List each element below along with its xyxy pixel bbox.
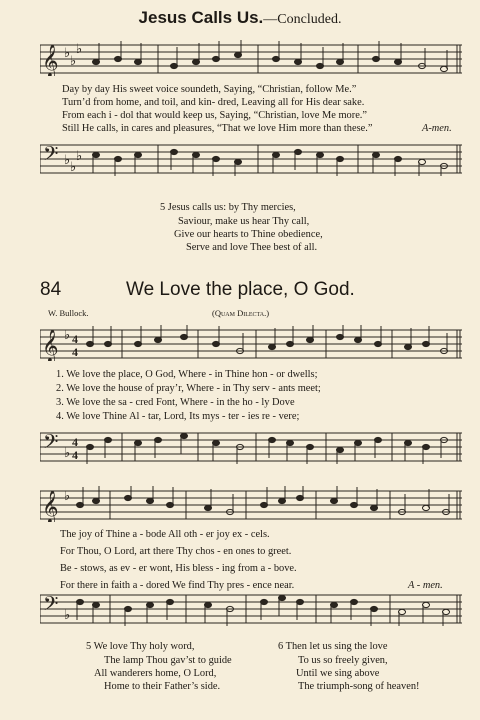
hymn-system2-bass xyxy=(40,590,462,626)
top-title-suffix: —Concluded. xyxy=(263,12,342,27)
stanza6-line-1: 6 Then let us sing the love xyxy=(278,641,388,652)
stanza6-line-4: The triumph-song of heaven! xyxy=(298,681,420,692)
svg-text:♭: ♭ xyxy=(64,45,71,60)
hymn-verse-2-line-a: 2. We love the house of pray’r, Where - in Thy serv - ants meet; xyxy=(56,383,321,394)
hymn-verse-3-line-a: 3. We love the sa - cred Font, Where - in the ho - ly Dove xyxy=(56,397,295,408)
stanza6-line-3: Until we sing above xyxy=(296,668,380,679)
svg-text:♭: ♭ xyxy=(70,159,77,174)
svg-text:♭: ♭ xyxy=(70,53,77,68)
hymn-verse-1-line-a: 1. We love the place, O God, Where - in Thine hon - or dwells; xyxy=(56,369,318,380)
hymn-verse-4-line-b: For there in faith a - dored We find Thy pres - ence near. xyxy=(60,580,295,591)
hymn-tune: (Quam Dilecta.) xyxy=(212,308,270,318)
hymn-system1-bass xyxy=(40,428,462,464)
hymn-system1-treble xyxy=(40,325,462,361)
svg-text:𝄞: 𝄞 xyxy=(42,329,59,361)
hymn-amen: A - men. xyxy=(408,580,443,591)
svg-text:𝄢: 𝄢 xyxy=(43,430,59,458)
hymn-verse-1-line-b: The joy of Thine a - bode All oth - er joy ex - cels. xyxy=(60,529,270,540)
svg-text:𝄞: 𝄞 xyxy=(42,490,59,522)
top-verse-4: Still He calls, in cares and pleasures, “That we love Him more than these.” xyxy=(62,123,373,134)
top-stanza5-line-4: Serve and love Thee best of all. xyxy=(186,242,318,253)
svg-text:♭: ♭ xyxy=(64,327,71,342)
svg-text:♭: ♭ xyxy=(64,152,71,167)
stanza5-line-4: Home to their Father’s side. xyxy=(104,681,221,692)
svg-text:4: 4 xyxy=(72,435,78,449)
hymn-system2-treble xyxy=(40,486,462,522)
top-verse-1: Day by day His sweet voice soundeth, Saying, “Christian, follow Me.” xyxy=(62,84,357,95)
stanza5-line-1: 5 We love Thy holy word, xyxy=(86,641,195,652)
hymn-verse-2-line-b: For Thou, O Lord, art there Thy chos - en ones to greet. xyxy=(60,546,292,557)
svg-text:♭: ♭ xyxy=(76,41,83,56)
hymn-number: 84 xyxy=(40,279,62,300)
stanza5-line-2: The lamp Thou gav’st to guide xyxy=(104,655,232,666)
top-stanza5-line-3: Give our hearts to Thine obedience, xyxy=(174,229,323,240)
top-stanza5-line-2: Saviour, make us hear Thy call, xyxy=(178,216,310,227)
hymn-verse-4-line-a: 4. We love Thine Al - tar, Lord, Its mys - ter - ies re - vere; xyxy=(56,411,300,422)
top-hymn-title xyxy=(0,8,480,28)
top-bass-staff xyxy=(40,140,462,176)
svg-text:𝄢: 𝄢 xyxy=(43,142,59,170)
hymn-author: W. Bullock. xyxy=(48,308,89,318)
svg-text:♭: ♭ xyxy=(64,445,71,460)
hymn-verse-3-line-b: Be - stows, as ev - er wont, His bless - ing from a - bove. xyxy=(60,563,297,574)
hymn-title: We Love the place, O God. xyxy=(126,279,355,300)
svg-text:4: 4 xyxy=(72,345,78,359)
top-title-main: Jesus Calls Us. xyxy=(138,8,264,27)
stanza6-line-2: To us so freely given, xyxy=(298,655,388,666)
top-verse-3: From each i - dol that would keep us, Saying, “Christian, love Me more.” xyxy=(62,110,368,121)
top-verse-2: Turn’d from home, and toil, and kin- dred, Leaving all for His dear sake. xyxy=(62,97,365,108)
top-stanza5-line-1: 5 Jesus calls us: by Thy mercies, xyxy=(160,202,296,213)
top-treble-staff xyxy=(40,40,462,76)
svg-text:♭: ♭ xyxy=(64,488,71,503)
svg-text:4: 4 xyxy=(72,448,78,462)
svg-text:4: 4 xyxy=(72,332,78,346)
top-amen: A-men. xyxy=(422,123,452,134)
svg-text:♭: ♭ xyxy=(64,607,71,622)
svg-text:♭: ♭ xyxy=(76,148,83,163)
stanza5-line-3: All wanderers home, O Lord, xyxy=(94,668,217,679)
svg-text:𝄞: 𝄞 xyxy=(42,44,59,76)
svg-text:𝄢: 𝄢 xyxy=(43,592,59,620)
